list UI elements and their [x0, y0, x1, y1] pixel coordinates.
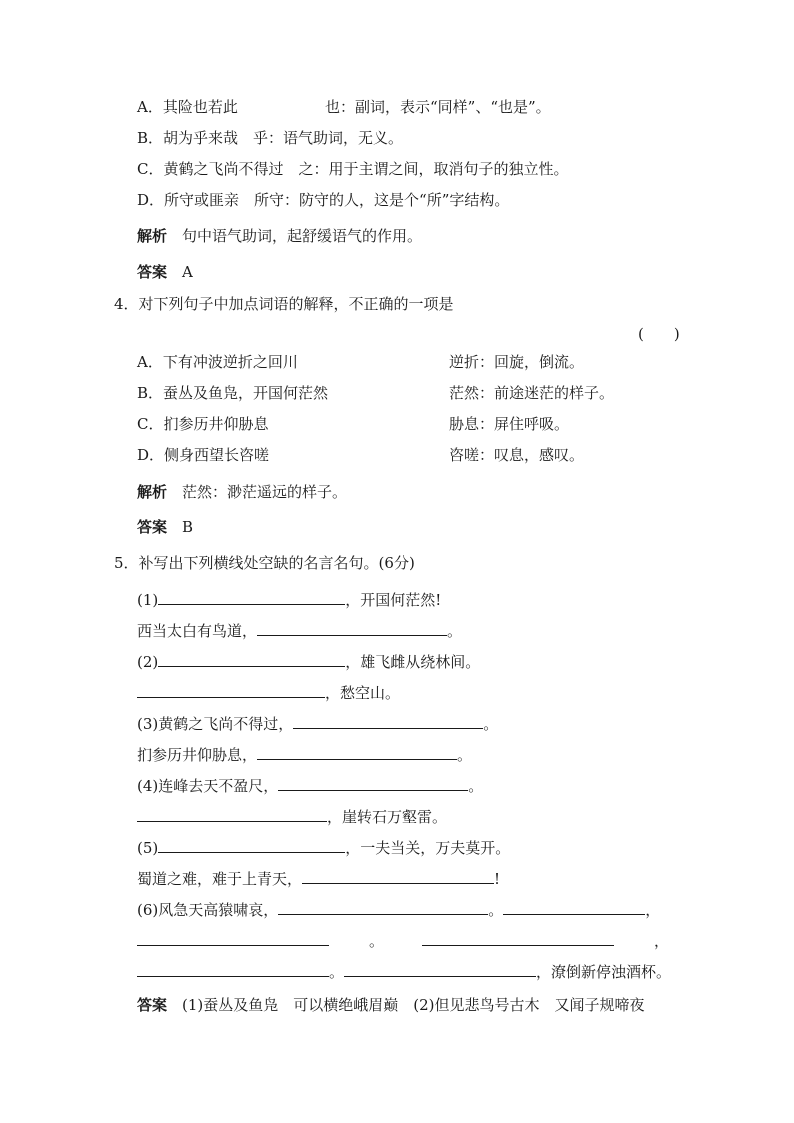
fill-blank[interactable] [137, 683, 325, 698]
q4-option-b: B．蚕丛及鱼凫，开国何茫然 [137, 384, 329, 402]
q5-line-10 [137, 869, 500, 889]
q5-line-6-suffix: 。 [457, 746, 473, 764]
q4-analysis [137, 482, 347, 502]
q3-answer-text: A [182, 263, 193, 281]
q4-option-b-explanation: 茫然：前途迷茫的样子。 [449, 384, 615, 402]
q5-line-2-suffix: 。 [447, 622, 463, 640]
q5-line-10-prefix: 蜀道之难，难于上青天， [137, 870, 303, 888]
q5-line-1-suffix: ，开国何茫然! [345, 591, 442, 609]
q5-line-9 [137, 838, 510, 858]
q5-line-11-mid: 。 [488, 901, 504, 919]
q4-option-c: C．扪参历井仰胁息 [137, 415, 269, 433]
fill-blank[interactable] [302, 869, 494, 884]
q5-line-3-prefix: (2) [137, 653, 159, 671]
q3-option-a-explanation: 也：副词，表示“同样”、“也是”。 [325, 98, 551, 116]
fill-blank[interactable] [344, 962, 536, 977]
q5-line-1-prefix: (1) [137, 591, 159, 609]
q4-analysis-text: 茫然：渺茫遥远的样子。 [182, 483, 348, 501]
q5-line-9-suffix: ，一夫当关，万夫莫开。 [345, 839, 511, 857]
q3-analysis-text: 句中语气助词，起舒缓语气的作用。 [182, 227, 423, 245]
q4-option-c-explanation: 胁息：屏住呼吸。 [449, 415, 570, 433]
q5-line-6 [137, 745, 472, 765]
fill-blank[interactable] [137, 962, 329, 977]
q5-line-3 [137, 652, 480, 672]
q5-line-6-prefix: 扪参历井仰胁息， [137, 746, 258, 764]
q4-answer-label: 答案 [137, 518, 168, 536]
q5-answer-text: (1)蚕丛及鱼凫 可以横绝峨眉巅 (2)但见悲鸟号古木 又闻子规啼夜 [182, 996, 645, 1014]
q5-line-12-suffix: ， [654, 932, 670, 950]
fill-blank[interactable] [503, 900, 645, 915]
q5-line-5 [137, 714, 498, 734]
q5-line-11-suffix: ， [645, 901, 661, 919]
q5-line-5-prefix: (3)黄鹤之飞尚不得过， [137, 715, 294, 733]
q5-line-5-suffix: 。 [483, 715, 499, 733]
fill-blank[interactable] [137, 931, 329, 946]
q4-option-d: D．侧身西望长咨嗟 [137, 446, 270, 464]
q5-line-13-mid: 。 [329, 963, 345, 981]
q3-option-c: C．黄鹤之飞尚不得过 之：用于主谓之间，取消句子的独立性。 [137, 160, 569, 178]
fill-blank[interactable] [278, 776, 468, 791]
q5-line-12-mid: 。 [369, 932, 385, 950]
q4-option-d-explanation: 咨嗟：叹息，感叹。 [449, 446, 585, 464]
q5-stem: 5．补写出下列横线处空缺的名言名句。(6分) [114, 554, 415, 572]
q5-line-13-suffix: ，潦倒新停浊酒杯。 [536, 963, 672, 981]
q3-option-b: B．胡为乎来哉 乎：语气助词，无义。 [137, 129, 404, 147]
fill-blank[interactable] [278, 900, 488, 915]
fill-blank[interactable] [158, 838, 345, 853]
q3-option-a-text: A．其险也若此 [137, 98, 238, 116]
q4-answer [137, 517, 193, 537]
q4-stem: 4．对下列句子中加点词语的解释，不正确的一项是 [114, 295, 454, 313]
fill-blank[interactable] [158, 652, 345, 667]
q5-line-2-prefix: 西当太白有鸟道， [137, 622, 258, 640]
q3-option-a [137, 97, 238, 117]
q3-analysis-label: 解析 [137, 227, 168, 245]
fill-blank[interactable] [158, 590, 345, 605]
q5-line-13 [137, 962, 671, 982]
q5-answer [137, 995, 645, 1015]
q4-answer-paren: ( ) [638, 325, 680, 343]
q4-answer-text: B [182, 518, 194, 536]
q5-line-9-prefix: (5) [137, 839, 159, 857]
q5-answer-label: 答案 [137, 996, 168, 1014]
fill-blank[interactable] [422, 931, 614, 946]
q5-line-8-suffix: ，崖转石万壑雷。 [327, 808, 448, 826]
q3-analysis [137, 226, 422, 246]
q3-answer [137, 262, 193, 282]
q3-option-d: D．所守或匪亲 所守：防守的人，这是个“所”字结构。 [137, 191, 510, 209]
fill-blank[interactable] [257, 745, 457, 760]
q3-answer-label: 答案 [137, 263, 168, 281]
q5-line-7-prefix: (4)连峰去天不盈尺， [137, 777, 279, 795]
q5-line-10-suffix: ! [494, 870, 501, 888]
q5-line-4 [137, 683, 400, 703]
q5-line-1 [137, 590, 441, 610]
q5-line-11-prefix: (6)风急天高猿啸哀， [137, 901, 279, 919]
q4-option-a: A．下有冲波逆折之回川 [137, 353, 298, 371]
q4-option-a-explanation: 逆折：回旋，倒流。 [449, 353, 585, 371]
fill-blank[interactable] [137, 807, 327, 822]
q4-analysis-label: 解析 [137, 483, 168, 501]
fill-blank[interactable] [257, 621, 447, 636]
q5-line-7 [137, 776, 483, 796]
q5-line-12 [137, 931, 669, 951]
q5-line-11 [137, 900, 660, 920]
q5-line-3-suffix: ，雄飞雌从绕林间。 [345, 653, 481, 671]
fill-blank[interactable] [293, 714, 483, 729]
q5-line-4-suffix: ，愁空山。 [325, 684, 401, 702]
q5-line-8 [137, 807, 447, 827]
q5-line-7-suffix: 。 [468, 777, 484, 795]
q5-line-2 [137, 621, 462, 641]
